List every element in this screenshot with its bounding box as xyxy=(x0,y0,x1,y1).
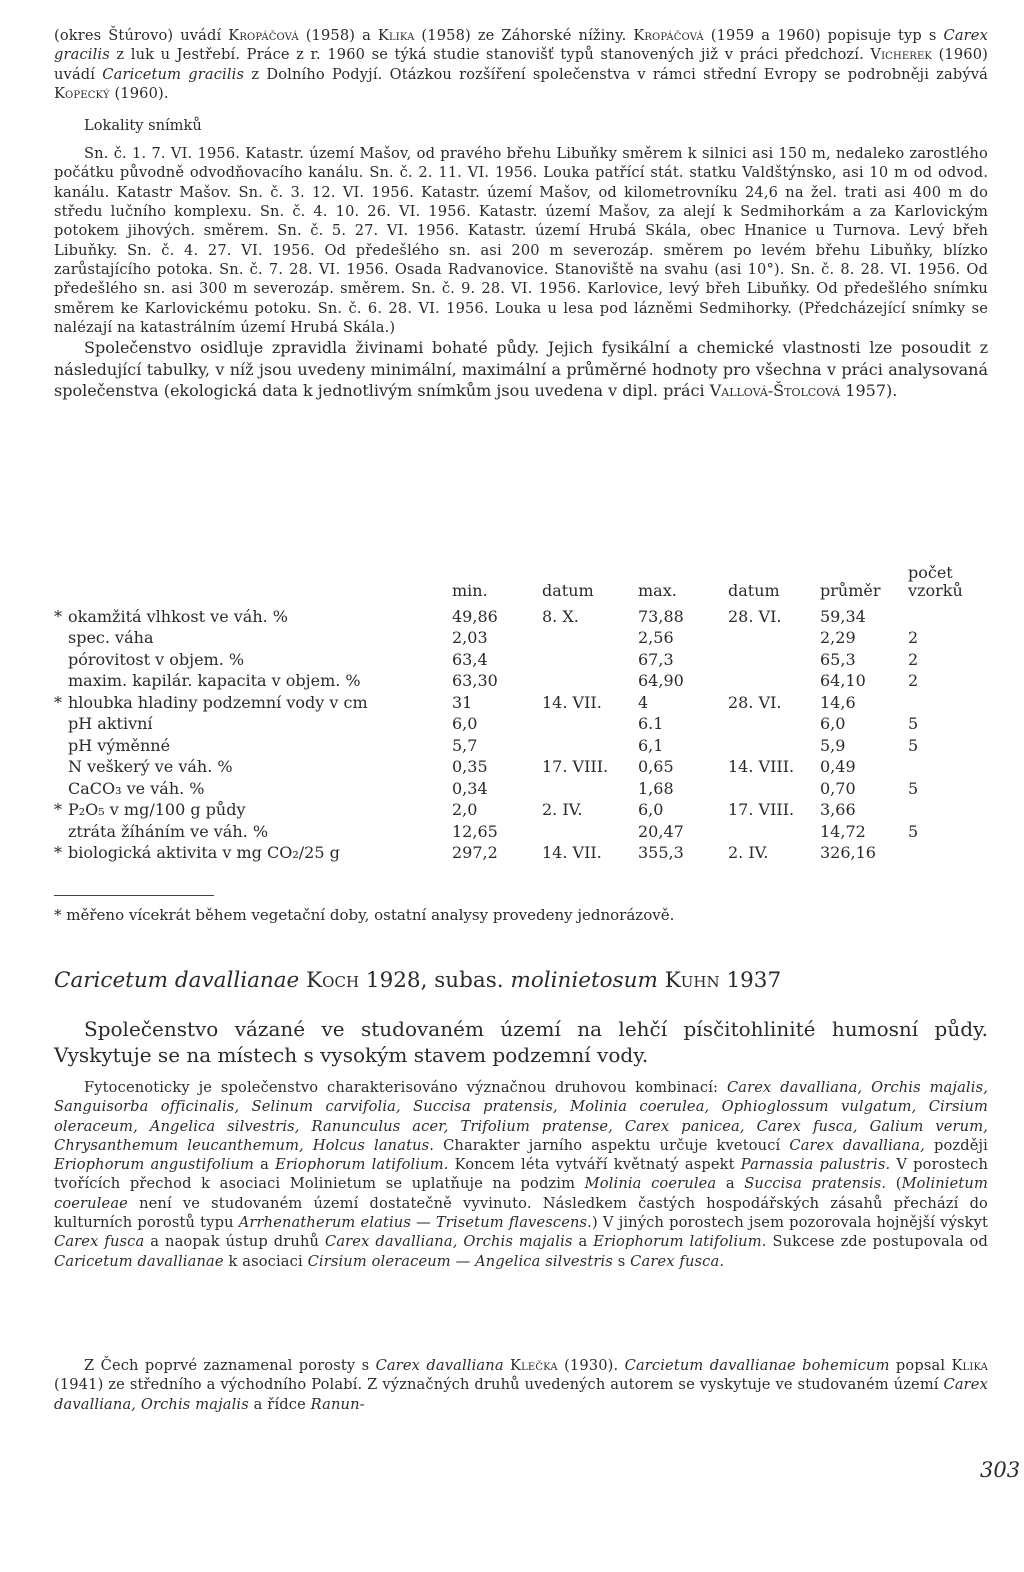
text: 1928, subas. xyxy=(365,968,504,993)
lokality-heading: Lokality snímků xyxy=(84,117,202,135)
text: s xyxy=(617,1252,626,1270)
row-count: 2 xyxy=(908,671,919,690)
row-datum-max: 28. VI. xyxy=(728,606,782,626)
row-count: 5 xyxy=(908,778,919,798)
species-name: Carex davalliana, Orchis majalis xyxy=(325,1233,573,1251)
row-max: 20,47 xyxy=(638,821,684,841)
row-max: 6,1 xyxy=(638,735,664,755)
species-name: Eriophorum latifolium. xyxy=(275,1156,449,1174)
soil-data-table xyxy=(54,556,968,862)
row-star: * xyxy=(54,606,62,626)
row-datum-max xyxy=(728,647,820,669)
species-name: Parnassia palustris. xyxy=(740,1156,891,1174)
species-name: Succisa pratensis. xyxy=(744,1175,887,1193)
text: (1941) ze středního a východního Polabí. Z význačných druhů uvedených autorem se vyskytuje ve studovaném území xyxy=(54,1376,939,1394)
text: není ve studovaném území dostatečně vyvinuto. Následkem častých hospodářských zásahů přechází do kulturních porostů typu xyxy=(54,1194,988,1232)
row-count: 5 xyxy=(908,714,919,733)
row-datum-min: 14. VII. xyxy=(542,843,602,862)
row-label: ztráta žíháním ve váh. % xyxy=(68,821,269,841)
row-count: 5 xyxy=(908,821,919,841)
row-count xyxy=(894,604,968,626)
row-avg: 64,10 xyxy=(820,671,866,690)
text: 1937 xyxy=(726,968,782,993)
species-name: Ranun- xyxy=(310,1395,365,1413)
row-label: maxim. kapilár. kapacita v objem. % xyxy=(68,671,361,690)
row-count xyxy=(894,798,968,820)
text: (1960) uvádí xyxy=(54,46,988,83)
row-label: spec. váha xyxy=(68,628,154,647)
row-datum-max: 28. VI. xyxy=(728,692,782,712)
header-datum-max: datum xyxy=(728,581,780,600)
ecology-paragraph xyxy=(54,337,988,402)
header-count xyxy=(894,556,968,604)
row-datum-max xyxy=(728,669,820,691)
row-datum-min xyxy=(542,626,638,648)
author-name: Vallová-Štolcová xyxy=(709,381,841,401)
row-count xyxy=(894,690,968,712)
row-min: 31 xyxy=(452,692,473,712)
author-name: Kropáčová xyxy=(633,27,704,44)
table-row xyxy=(54,841,968,863)
text: Charakter jarního aspektu určuje kvetoucí xyxy=(443,1136,781,1154)
header-count-line1: počet xyxy=(908,563,953,582)
species-name: Carex davalliana, xyxy=(789,1136,925,1154)
table-row xyxy=(54,733,968,755)
bohemia-paragraph xyxy=(54,1356,988,1414)
species-name: Carex davalliana xyxy=(375,1357,504,1374)
row-star xyxy=(54,712,68,734)
association-name: Molinietum xyxy=(289,1175,377,1193)
text: Společenstvo osidluje zpravidla živinami bohaté půdy. Jejich fysikální a chemické vlastnosti lze posoudit z následující tabulky, v níž jsou uvedeny minimální, maximální a průměrné hodnoty pro všechna v práci analysovaná společenstva (ekologická data k jednotlivým snímkům jsou uvedena v dipl. práci xyxy=(54,338,988,401)
row-label: CaCO₃ ve váh. % xyxy=(68,778,205,798)
text: a naopak ústup druhů xyxy=(150,1233,320,1251)
lokality-paragraph: Sn. č. 1. 7. VI. 1956. Katastr. území Mašov, od pravého břehu Libuňky směrem k silnici asi 150 m, nedaleko zarostlého počátku původně odvodňovacího kanálu. Sn. č. 2. 11. VI. 1956. Louka patřící stát. statku Valdštýnsko, asi 10 m od odvod. kanálu. Katastr Mašov. Sn. č. 3. 12. VI. 1956. Katastr. území Mašov, od kilometrovníku 24,6 na žel. trati asi 400 m do středu lučního komplexu. Sn. č. 4. 10. 26. VI. 1956. Katastr. území Mašov, za alejí k Sedmihorkám a za Karlovickým potokem jihových. směrem. Sn. č. 5. 27. VI. 1956. Katastr. území Hrubá Skála, obec Hnanice u Turnova. Levý břeh Libuňky. Sn. č. 4. 27. VI. 1956. Od předešlého sn. asi 200 m severozáp. směrem po levém břehu Libuňky, blízko zarůstajícího potoka. Sn. č. 7. 28. VI. 1956. Osada Radvanovice. Stanoviště na svahu (asi 10°). Sn. č. 8. 28. VI. 1956. Od předešlého sn. asi 300 m severozáp. směrem. Sn. č. 9. 28. VI. 1956. Karlovice, levý břeh Libuňky. Od předešlého snímku směrem ke Karlovickému potoku. Sn. č. 6. 28. VI. 1956. Louka u lesa pod lázněmi Sedmihorky. (Předcházející snímky se nalézají na katastrálním území Hrubá Skála.) xyxy=(54,145,988,336)
footnote-rule xyxy=(54,895,214,896)
row-max: 64,90 xyxy=(638,671,684,690)
row-avg: 0,49 xyxy=(820,757,856,776)
row-star: * xyxy=(54,800,62,819)
intro-paragraph xyxy=(54,26,988,103)
row-datum-min xyxy=(542,712,638,734)
row-star xyxy=(54,733,68,755)
table-row xyxy=(54,755,968,777)
row-avg: 14,6 xyxy=(820,692,856,712)
row-datum-min xyxy=(542,669,638,691)
table-row xyxy=(54,647,968,669)
row-max: 0,65 xyxy=(638,757,674,776)
row-datum-max xyxy=(728,626,820,648)
species-name: Arrhenatherum elatius — Trisetum flavescens. xyxy=(238,1214,592,1232)
table-header-row xyxy=(54,556,968,604)
row-datum-min: 17. VIII. xyxy=(542,757,609,776)
row-star xyxy=(54,819,68,841)
author-name: Kopecký xyxy=(54,84,110,102)
text: (1930). xyxy=(564,1357,619,1374)
row-count: 5 xyxy=(908,735,919,755)
row-max: 6.1 xyxy=(638,714,664,733)
row-avg: 59,34 xyxy=(820,606,866,626)
header-count-line2: vzorků xyxy=(908,581,963,600)
species-name: Carex gracilis xyxy=(54,27,988,64)
header-min: min. xyxy=(452,581,488,600)
author-name: Kuhn xyxy=(664,968,720,993)
species-name: Molinia coerulea xyxy=(584,1175,717,1193)
section-lead: Společenstvo vázané ve studovaném území na lehčí písčitohlinité humosní půdy. Vyskytuje se na místech s vysokým stavem podzemní vody. xyxy=(54,1017,988,1067)
row-count xyxy=(894,755,968,777)
row-min: 0,34 xyxy=(452,778,488,798)
row-datum-max xyxy=(728,776,820,798)
table-row xyxy=(54,776,968,798)
section-title xyxy=(54,968,988,993)
text: (1960). xyxy=(114,84,169,102)
table-row xyxy=(54,626,968,648)
page-content xyxy=(54,26,988,402)
text: Fytocenoticky je společenstvo charakterisováno význačnou druhovou kombinací: xyxy=(84,1079,719,1096)
row-min: 49,86 xyxy=(452,606,498,626)
text: (okres Štúrovo) uvádí xyxy=(54,27,222,44)
row-avg: 5,9 xyxy=(820,735,846,755)
row-datum-min xyxy=(542,647,638,669)
text: V porostech tvořících přechod k asociaci xyxy=(54,1156,988,1193)
row-datum-min xyxy=(542,819,638,841)
author-name: Koch xyxy=(306,968,360,993)
row-star xyxy=(54,669,68,691)
fytocenology-paragraph xyxy=(54,1078,988,1271)
row-max: 355,3 xyxy=(638,843,684,862)
association-name: Caricetum davallianae xyxy=(54,1252,224,1270)
header-max: max. xyxy=(638,581,677,600)
row-min: 63,4 xyxy=(452,649,488,669)
row-min: 0,35 xyxy=(452,757,488,776)
row-avg: 65,3 xyxy=(820,649,856,669)
table-row xyxy=(54,669,968,691)
row-avg: 0,70 xyxy=(820,778,856,798)
row-datum-min: 8. X. xyxy=(542,606,579,626)
species-name: Carex davalliana, Orchis majalis xyxy=(54,1376,988,1413)
row-count: 2 xyxy=(908,628,919,647)
row-star xyxy=(54,647,68,669)
row-datum-max: 14. VIII. xyxy=(728,757,795,776)
table-row xyxy=(54,712,968,734)
row-label: hloubka hladiny podzemní vody v cm xyxy=(68,692,368,712)
text: 1957). xyxy=(845,381,898,401)
row-label: pórovitost v objem. % xyxy=(68,649,245,669)
row-min: 2,0 xyxy=(452,800,478,819)
header-star xyxy=(54,556,68,604)
text: a xyxy=(725,1175,735,1193)
row-label: pH aktivní xyxy=(68,714,153,733)
table-row xyxy=(54,604,968,626)
row-datum-max: 17. VIII. xyxy=(728,800,795,819)
footnote: * měřeno vícekrát během vegetační doby, ostatní analysy provedeny jednorázově. xyxy=(54,906,675,924)
text: Z Čech poprvé zaznamenal porosty s xyxy=(84,1357,370,1374)
row-datum-min: 2. IV. xyxy=(542,800,583,819)
row-label: N veškerý ve váh. % xyxy=(68,757,233,776)
header-datum-min: datum xyxy=(542,581,594,600)
row-avg: 326,16 xyxy=(820,843,876,862)
text: ( xyxy=(895,1175,902,1193)
row-min: 63,30 xyxy=(452,671,498,690)
text: a řídce xyxy=(253,1395,306,1413)
text: (1958) ze Záhorské nížiny. xyxy=(421,27,627,44)
text: ) V jiných porostech jsem pozorovala hojnější výskyt xyxy=(591,1214,989,1232)
row-min: 5,7 xyxy=(452,735,478,755)
text: a xyxy=(578,1233,588,1251)
author-name: Vicherek xyxy=(870,46,933,64)
row-datum-max xyxy=(728,819,820,841)
row-min: 12,65 xyxy=(452,821,498,841)
header-label xyxy=(68,556,452,604)
row-min: 297,2 xyxy=(452,843,498,862)
row-star xyxy=(54,755,68,777)
row-star: * xyxy=(54,692,62,712)
species-name: Carex fusca xyxy=(54,1233,145,1251)
author-name: Klika xyxy=(377,27,415,44)
text: Koncem léta vytváří květnatý aspekt xyxy=(454,1156,735,1174)
text: Sukcese zde postupovala od xyxy=(772,1233,988,1251)
row-avg: 14,72 xyxy=(820,821,866,841)
table-row xyxy=(54,690,968,712)
row-datum-min: 14. VII. xyxy=(542,692,602,712)
row-max: 6,0 xyxy=(638,800,664,819)
association-name: Molinietum coeruleae xyxy=(54,1175,988,1212)
row-max: 4 xyxy=(638,692,649,712)
row-min: 6,0 xyxy=(452,714,478,733)
text: (1958) a xyxy=(305,27,371,44)
species-name: Eriophorum latifolium. xyxy=(593,1233,767,1251)
row-label: pH výměnné xyxy=(68,735,171,755)
text: z luk u Jestřebí. Práce z r. 1960 se týká studie stanovišť typů stanovených již v práci předchozí. xyxy=(116,46,864,64)
text: k asociaci xyxy=(228,1252,303,1270)
author-name: Klika xyxy=(951,1357,989,1374)
row-count: 2 xyxy=(908,649,919,669)
header-avg: průměr xyxy=(820,581,881,600)
page-number: 303 xyxy=(980,1458,1021,1482)
row-datum-max xyxy=(728,712,820,734)
row-datum-max xyxy=(728,733,820,755)
row-min: 2,03 xyxy=(452,628,488,647)
row-avg: 3,66 xyxy=(820,800,856,819)
text: a xyxy=(260,1156,269,1174)
subassociation-name: molinietosum xyxy=(510,968,658,993)
association-name: Cirsium oleraceum — Angelica silvestris xyxy=(307,1252,613,1270)
text: (1959 a 1960) popisuje typ s xyxy=(710,27,937,44)
row-label: P₂O₅ v mg/100 g půdy xyxy=(68,800,246,819)
species-name: Caricetum gracilis xyxy=(102,65,245,83)
row-avg: 6,0 xyxy=(820,714,846,733)
row-label: biologická aktivita v mg CO₂/25 g xyxy=(68,843,340,862)
text: později xyxy=(933,1136,988,1154)
association-name: Caricetum davallianae xyxy=(54,968,300,993)
row-count xyxy=(894,841,968,863)
table-row xyxy=(54,819,968,841)
row-datum-max: 2. IV. xyxy=(728,843,769,862)
text: popsal xyxy=(895,1357,946,1374)
row-datum-min xyxy=(542,776,638,798)
row-star: * xyxy=(54,843,62,862)
row-max: 1,68 xyxy=(638,778,674,798)
row-datum-min xyxy=(542,733,638,755)
row-max: 67,3 xyxy=(638,649,674,669)
row-star xyxy=(54,776,68,798)
species-name: Eriophorum angustifolium xyxy=(54,1156,255,1174)
species-name: Carex fusca. xyxy=(630,1252,725,1270)
row-avg: 2,29 xyxy=(820,628,856,647)
text: se uplatňuje na podzim xyxy=(385,1175,576,1193)
table-row xyxy=(54,798,968,820)
row-max: 73,88 xyxy=(638,606,684,626)
author-name: Klečka xyxy=(510,1357,558,1374)
table-body xyxy=(54,604,968,862)
row-max: 2,56 xyxy=(638,628,674,647)
association-name: Carcietum davallianae bohemicum xyxy=(624,1357,890,1374)
species-list: Carex davalliana, Orchis majalis, Sanguisorba officinalis, Selinum carvifolia, Succisa pratensis, Molinia coerulea, Ophioglossum vulgatum, Cirsium oleraceum, Angelica silvestris, Ranunculus acer, Trifolium pratense, Carex panicea, Carex fusca, Galium verum, Chrysanthemum leucanthemum, Holcus lanatus. xyxy=(54,1079,989,1154)
row-star xyxy=(54,626,68,648)
row-label: okamžitá vlhkost ve váh. % xyxy=(68,606,289,626)
text: z Dolního Podyjí. Otázkou rozšíření společenstva v rámci střední Evropy se podrobněji zabývá xyxy=(251,65,989,83)
author-name: Kropáčová xyxy=(228,27,299,44)
